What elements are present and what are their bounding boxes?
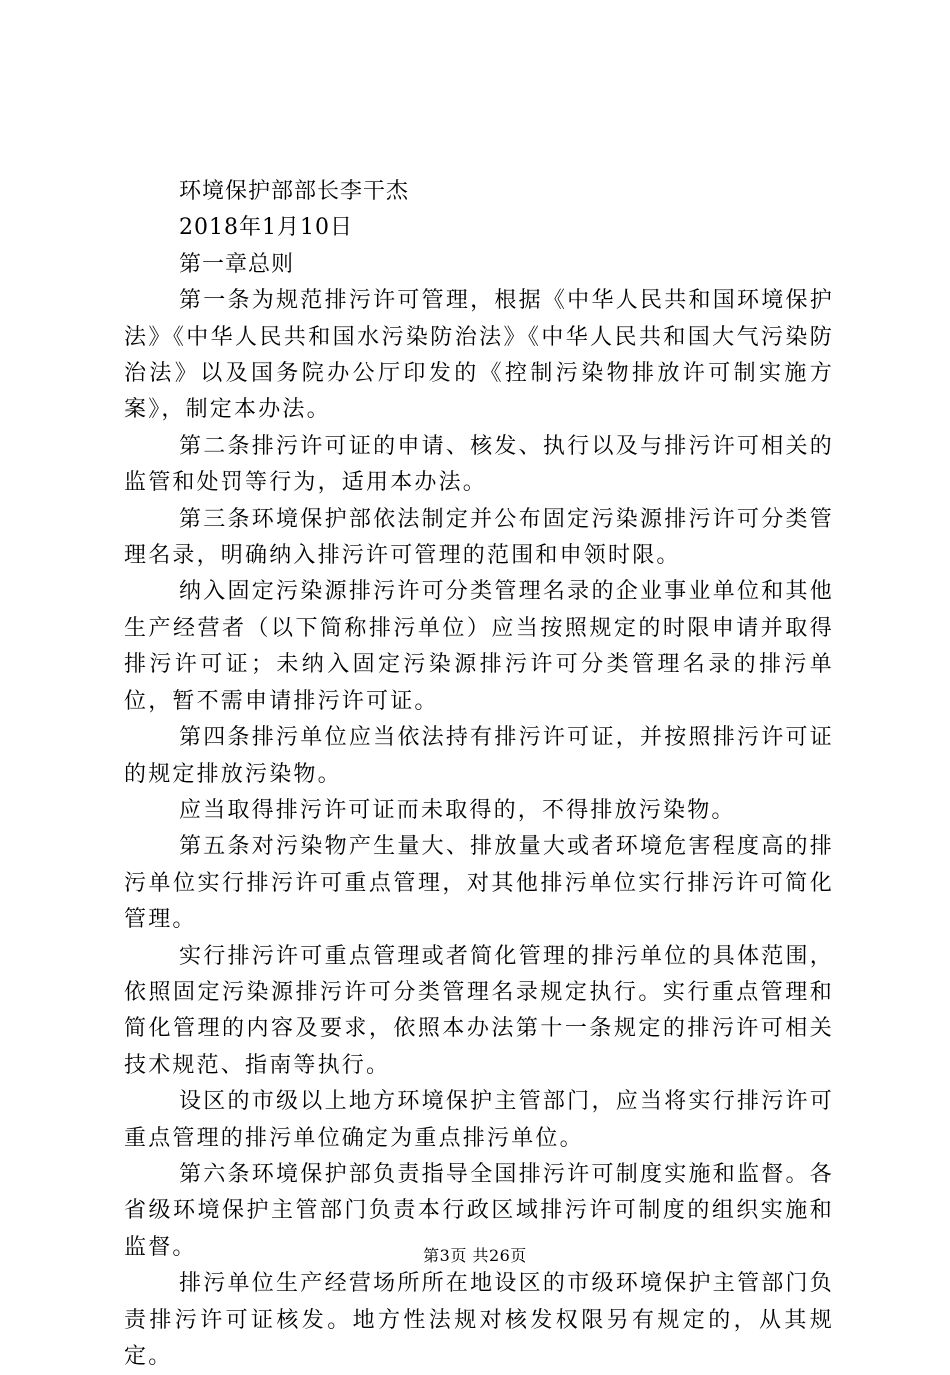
signature-line: 环境保护部部长李干杰 [179,179,410,204]
article-paragraph: 第六条环境保护部负责指导全国排污许可制度实施和监督。各省级环境保护主管部门负责本行政区域排污许可制度的组织实施和监督。 [124,1161,834,1260]
chapter-heading: 第一章总则 [179,251,295,277]
article-paragraph: 排污单位生产经营场所所在地设区的市级环境保护主管部门负责排污许可证核发。地方性法规对核发权限另有规定的，从其规定。 [124,1271,834,1369]
article-paragraph: 第三条环境保护部依法制定并公布固定污染源排污许可分类管理名录，明确纳入排污许可管理的范围和申领时限。 [124,506,834,569]
article-paragraph: 第二条排污许可证的申请、核发、执行以及与排污许可相关的监管和处罚等行为，适用本办法。 [124,433,834,496]
page-footer [0,1246,950,1266]
document-body [124,174,834,1375]
article-paragraph: 第一条为规范排污许可管理，根据《中华人民共和国环境保护法》《中华人民共和国水污染防治法》《中华人民共和国大气污染防治法》以及国务院办公厅印发的《控制污染物排放许可制实施方案》，制定本办法。 [124,288,834,423]
article-paragraph: 第四条排污单位应当依法持有排污许可证，并按照排污许可证的规定排放污染物。 [124,725,834,787]
page-number-label: 第3页 共26页 [423,1246,527,1265]
article-paragraph: 应当取得排污许可证而未取得的，不得排放污染物。 [179,797,736,823]
date-line: 2018年1月10日 [179,215,353,241]
article-paragraph: 纳入固定污染源排污许可分类管理名录的企业事业单位和其他生产经营者（以下简称排污单位）应当按照规定的时限申请并取得排污许可证；未纳入固定污染源排污许可分类管理名录的排污单位，暂不需申请排污许可证。 [124,579,834,714]
article-paragraph: 第五条对污染物产生量大、排放量大或者环境危害程度高的排污单位实行排污许可重点管理，对其他排污单位实行排污许可简化管理。 [124,834,834,933]
article-paragraph: 实行排污许可重点管理或者简化管理的排污单位的具体范围，依照固定污染源排污许可分类管理名录规定执行。实行重点管理和简化管理的内容及要求，依照本办法第十一条规定的排污许可相关技术规范、指南等执行。 [124,943,834,1078]
article-paragraph: 设区的市级以上地方环境保护主管部门，应当将实行排污许可重点管理的排污单位确定为重点排污单位。 [124,1089,834,1151]
